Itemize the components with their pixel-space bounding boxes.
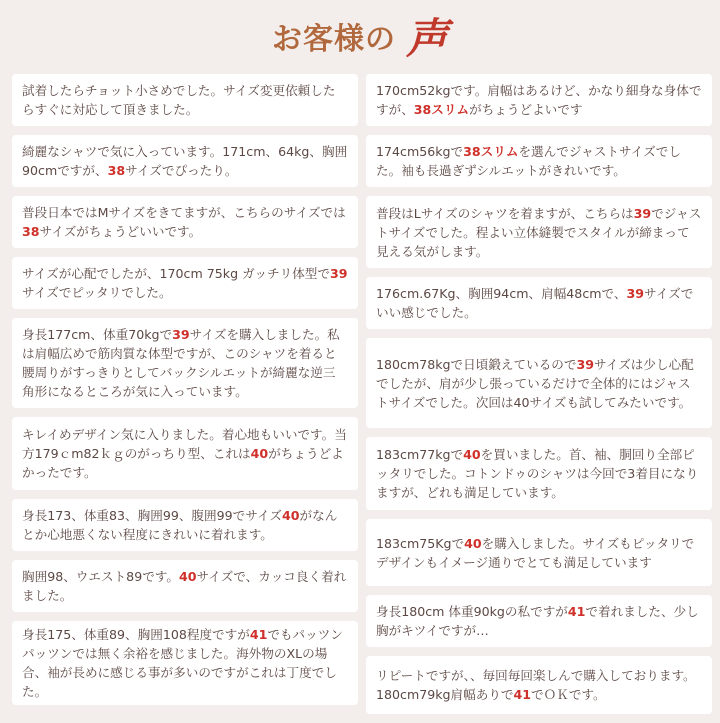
review-card: [12, 135, 358, 187]
review-card: [366, 437, 712, 510]
page-title: お客様の: [271, 22, 396, 57]
review-text: [376, 204, 702, 261]
review-card: [12, 417, 358, 490]
review-text-segment: がなんとか心地悪くない程度にきれいに着れます。: [22, 508, 338, 542]
review-card: [366, 135, 712, 187]
size-highlight: 39: [172, 327, 190, 342]
size-highlight: 38スリム: [413, 102, 470, 117]
review-text-segment: 胸囲98、ウエスト89です。: [22, 569, 179, 584]
review-text: [22, 81, 348, 119]
review-card: [366, 196, 712, 268]
review-text-segment: 174cm56kgで: [376, 144, 464, 159]
size-highlight: 39: [626, 286, 644, 301]
review-text: [376, 534, 702, 572]
size-highlight: 38: [22, 224, 40, 239]
review-text: [376, 81, 702, 119]
review-card: [12, 257, 358, 309]
size-highlight: 41: [567, 604, 586, 619]
review-text-segment: サイズを購入しました。私は肩幅広めで筋肉質な体型ですが、このシャツを着ると腰周りがすっきりとしてバックシルエットが綺麗な逆三角形になるところが気に入っています。: [22, 327, 340, 399]
review-text: [22, 325, 348, 401]
review-text: [376, 445, 702, 502]
review-text-segment: でＯＫです。: [531, 687, 606, 702]
size-highlight: 40: [250, 446, 269, 461]
review-text: [376, 284, 702, 322]
review-text-segment: でジャストサイズでした。程よい立体縫製でスタイルが締まって見える気がします。: [376, 205, 702, 259]
review-text-segment: 身長177cm、体重70kgで: [22, 327, 173, 342]
review-card: [366, 74, 712, 126]
review-text-segment: サイズが心配でしたが、170cm 75kg ガッチリ体型で: [22, 266, 330, 281]
review-text-segment: 普段日本ではMサイズをきてますが、こちらのサイズでは: [22, 205, 346, 220]
size-highlight: 38スリム: [463, 144, 519, 159]
size-highlight: 39: [633, 205, 652, 221]
review-text-segment: 身長175、体重89、胸囲108程度ですが: [22, 627, 250, 642]
review-text-segment: 普段はLサイズのシャツを着ますが、こちらは: [376, 205, 634, 221]
review-text-segment: リピートですが、、毎回毎回楽しんで購入しております。180cm79kg肩幅ありで: [376, 668, 696, 702]
review-text: [376, 602, 702, 640]
review-text-segment: サイズでぴったり。: [125, 163, 238, 178]
review-card: [12, 560, 358, 612]
review-text-segment: を購入しました。サイズもピッタリでデザインもイメージ通りでとても満足しています: [376, 535, 695, 570]
size-highlight: 41: [513, 687, 532, 702]
review-text-segment: サイズで、カッコ良く着れました。: [22, 569, 347, 603]
review-card: [12, 74, 358, 126]
review-card: [366, 595, 712, 647]
review-text-segment: 180cm78kgで日頃鍛えているので: [376, 356, 577, 372]
size-highlight: 38: [107, 163, 126, 178]
review-card: [12, 621, 358, 705]
size-highlight: 41: [249, 627, 268, 642]
reviews-left-column: [12, 74, 358, 714]
review-text: [22, 506, 348, 544]
review-card: [12, 196, 358, 248]
size-highlight: 40: [464, 535, 482, 551]
review-text-segment: 170cm52kgです。肩幅はあるけど、かなり細身な身体ですが、: [376, 83, 702, 117]
review-card: [366, 519, 712, 586]
size-highlight: 39: [576, 356, 595, 372]
size-highlight: 40: [463, 447, 481, 462]
review-text: [22, 567, 348, 605]
size-highlight: 40: [178, 569, 197, 584]
review-card: [366, 656, 712, 714]
review-text: [22, 425, 348, 482]
review-text: [376, 666, 702, 704]
size-highlight: 39: [329, 266, 348, 281]
review-text-segment: でもパッツンパッツンでは無く余裕を感じました。海外物のXLの場合、袖が長めに感じる事が多いのですがこれは丁度でした。: [22, 627, 343, 699]
reviews-right-column: [366, 74, 712, 723]
review-text-segment: 183cm77kgで: [376, 447, 464, 462]
review-card: [366, 338, 712, 428]
review-text-segment: がちょうどよいです: [469, 102, 583, 117]
review-card: [12, 318, 358, 408]
review-text-segment: サイズでピッタリでした。: [22, 285, 172, 300]
review-text-segment: 身長180cm 体重90kgの私ですが: [376, 604, 568, 619]
size-highlight: 40: [282, 508, 300, 523]
review-text-segment: サイズがちょうどいいです。: [39, 224, 202, 239]
page-title-accent: 声: [405, 14, 448, 63]
review-text-segment: 綺麗なシャツで気に入っています。171cm、64kg、胸囲90cmですが、: [22, 144, 348, 178]
review-text-segment: 183cm75Kgで: [376, 535, 465, 551]
review-text-segment: を選んでジャストサイズでした。袖も長過ぎずシルエットがきれいです。: [376, 144, 681, 178]
page-header: [0, 0, 720, 72]
review-text-segment: サイズでいい感じでした。: [376, 286, 694, 320]
review-text: [376, 142, 702, 180]
review-text-segment: 176cm.67Kg、胸囲94cm、肩幅48cmで、: [376, 286, 627, 301]
review-text: [22, 142, 348, 180]
review-text-segment: で着れました、少し胸がキツイですが…: [376, 604, 699, 638]
review-text: [22, 203, 348, 241]
review-text-segment: を買いました。首、袖、胴回り全部ピッタリでした。コトンドゥのシャツは今回で3着目になりますが、どれも満足しています。: [376, 447, 699, 500]
review-text-segment: がちょうどよかったです。: [22, 446, 344, 480]
review-text: [22, 625, 348, 701]
review-card: [366, 277, 712, 329]
review-text-segment: 身長173、体重83、胸囲99、腹囲99でサイズ: [22, 508, 283, 523]
review-text-segment: キレイめデザイン気に入りました。着心地もいいです。当方179ｃm82ｋｇのがっちり型、これは: [22, 427, 347, 461]
review-text: [376, 355, 702, 412]
review-text: [22, 264, 348, 302]
review-text-segment: サイズは少し心配でしたが、肩が少し張っているだけで全体的にはジャストサイズでした。次回は40サイズも試してみたいです。: [376, 356, 694, 410]
review-card: [12, 499, 358, 551]
review-text-segment: 試着したらチョット小さめでした。サイズ変更依頼したらすぐに対応して頂きました。: [22, 83, 336, 117]
